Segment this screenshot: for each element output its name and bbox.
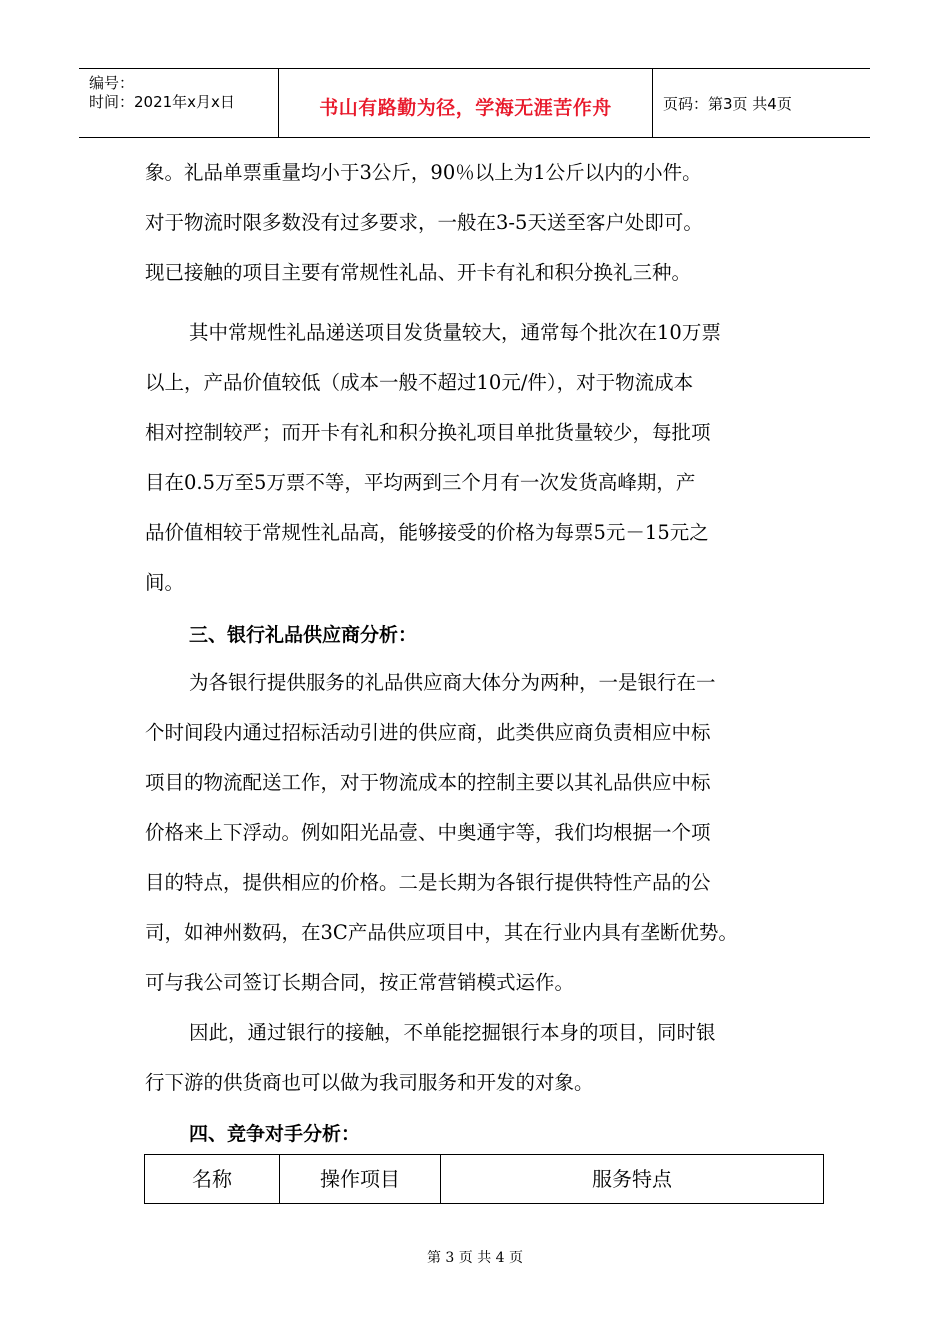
paragraph-line: 相对控制较严；而开卡有礼和积分换礼项目单批货量较少，每批项 (145, 421, 711, 444)
paragraph-line: 个时间段内通过招标活动引进的供应商，此类供应商负责相应中标 (145, 721, 711, 744)
paragraph-line: 价格来上下浮动。例如阳光品壹、中奥通宇等，我们均根据一个项 (145, 821, 711, 844)
paragraph-line: 司，如神州数码，在3C产品供应项目中，其在行业内具有垄断优势。 (145, 921, 738, 944)
competitor-table (144, 1154, 824, 1204)
paragraph-line: 因此，通过银行的接触，不单能挖掘银行本身的项目，同时银 (189, 1021, 716, 1044)
paragraph-line: 为各银行提供服务的礼品供应商大体分为两种，一是银行在一 (189, 671, 716, 694)
paragraph-line: 目的特点，提供相应的价格。二是长期为各银行提供特性产品的公 (145, 871, 711, 894)
paragraph-line: 间。 (145, 571, 185, 594)
section-heading-4: 四、竞争对手分析： (189, 1123, 361, 1145)
paragraph-line: 可与我公司签订长期合同，按正常营销模式运作。 (145, 971, 575, 994)
paragraph-line: 现已接触的项目主要有常规性礼品、开卡有礼和积分换礼三种。 (145, 261, 692, 284)
section-heading-3: 三、银行礼品供应商分析： (189, 624, 418, 646)
paragraph-line: 行下游的供货商也可以做为我司服务和开发的对象。 (145, 1071, 594, 1094)
header-motto: 书山有路勤为径，学海无涯苦作舟 (319, 97, 612, 119)
table-header-name: 名称 (145, 1155, 280, 1203)
header-motto-cell (279, 69, 653, 137)
header-page-cell (653, 69, 870, 137)
paragraph-line: 项目的物流配送工作，对于物流成本的控制主要以其礼品供应中标 (145, 771, 711, 794)
table-header-operation: 操作项目 (280, 1155, 441, 1203)
document-time-label: 时间：2021年x月x日 (89, 93, 235, 111)
paragraph-line: 目在0.5万至5万票不等，平均两到三个月有一次发货高峰期，产 (145, 471, 696, 494)
page-header (79, 68, 870, 138)
paragraph-line: 品价值相较于常规性礼品高，能够接受的价格为每票5元－15元之 (145, 521, 709, 544)
header-meta-cell (79, 69, 279, 137)
table-header-features: 服务特点 (592, 1167, 672, 1191)
paragraph-line: 对于物流时限多数没有过多要求，一般在3-5天送至客户处即可。 (145, 211, 703, 234)
paragraph-line: 象。礼品单票重量均小于3公斤，90％以上为1公斤以内的小件。 (145, 161, 702, 184)
page-footer: 第 3 页 共 4 页 (426, 1250, 524, 1266)
paragraph-line: 其中常规性礼品递送项目发货量较大，通常每个批次在10万票 (189, 321, 721, 344)
paragraph-line: 以上，产品价值较低（成本一般不超过10元/件），对于物流成本 (145, 371, 694, 394)
document-number-label: 编号： (89, 74, 135, 92)
header-page-info: 页码：第3页 共4页 (663, 95, 792, 113)
